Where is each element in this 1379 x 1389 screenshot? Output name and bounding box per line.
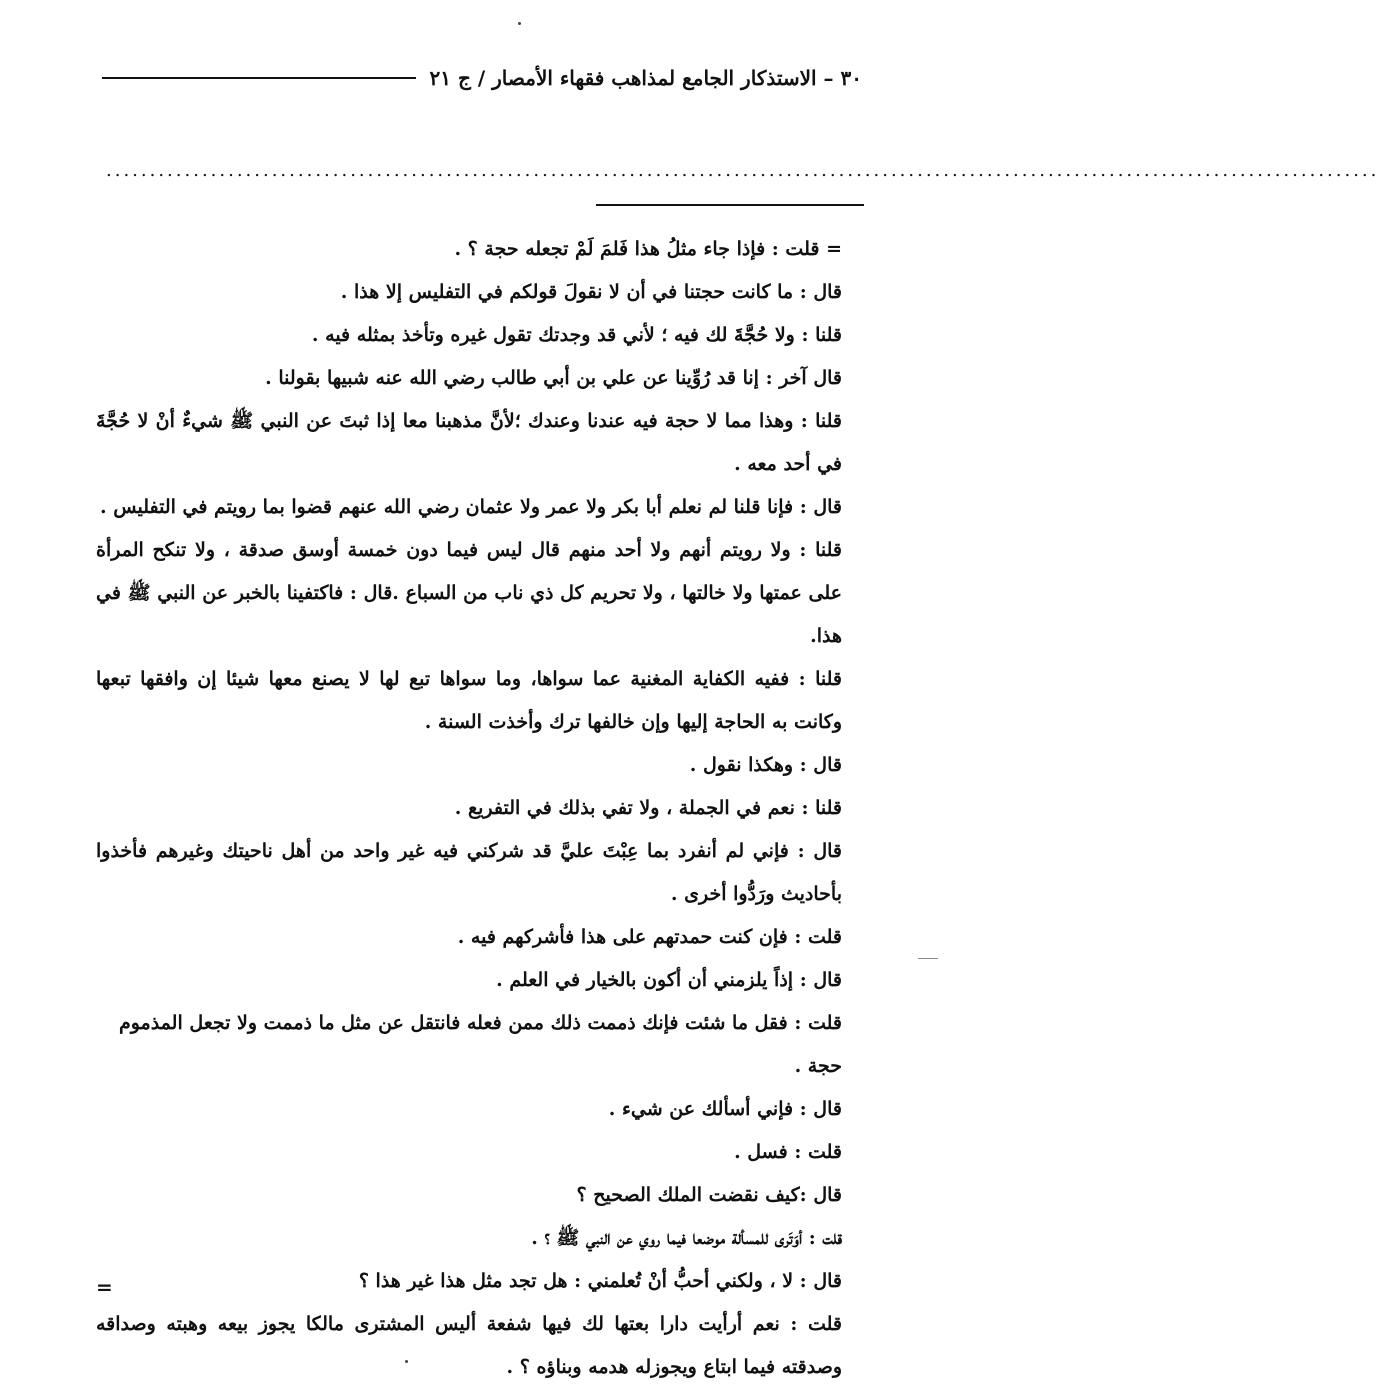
scan-speck (405, 1360, 408, 1363)
paragraph: قال : فإنا قلنا لم نعلم أبا بكر ولا عمر ولا عثمان رضي الله عنهم قضوا بما رويتم في التفليس . (100, 496, 842, 518)
scan-speck (518, 22, 521, 25)
paragraph: قلنا : نعم في الجملة ، ولا تفي بذلك في التفريع . (454, 797, 842, 819)
paragraph: قلنا : وهذا مما لا حجة فيه عندنا وعندك ؛لأنَّ مذهبنا معا إذا ثبتَ عن النبي ﷺ شيءٌ أنْ لا حُجَّةَ في أحد معه . (96, 410, 842, 475)
paragraph: قلت : نعم أرأيت دارا بعتها لك فيها شفعة أليس المشترى مالكا يجوز بيعه وهبته وصداقه وصدقته فيما ابتاع ويجوزله هدمه وبناؤه ؟ . (96, 1313, 842, 1378)
paragraph: قال : لا ، ولكني أحبُّ أنْ تُعلمني : هل تجد مثل هذا غير هذا ؟ (358, 1270, 842, 1292)
paragraph: قال : وهكذا نقول . (689, 754, 842, 776)
omission-dots: .................................................................................................................................................. (106, 160, 1379, 181)
paragraph: قال : فإني لم أنفرد بما عِبْتَ عليَّ قد شركني فيه غير واحد من أهل ناحيتك وغيرهم فأخذوا بأحاديث ورَدُّوا أخرى . (96, 840, 842, 905)
paragraph: قلنا : ولا رويتم أنهم ولا أحد منهم قال ليس فيما دون خمسة أوسق صدقة ، ولا تنكح المرأة على عمتها ولا خالتها ، ولا تحريم كل ذي ناب من السباع .قال : فاكتفينا بالخبر عن النبي ﷺ في هذا. (96, 539, 843, 647)
header-rule (102, 77, 416, 79)
continuation-mark: = (96, 1275, 113, 1299)
paragraph: قلت : أوَتَرى للمسألة موضعا فيما روي عن النبي ﷺ ؟ . (531, 1227, 842, 1249)
paragraph: قلت : فسل . (734, 1141, 842, 1163)
margin-mark (918, 958, 938, 959)
paragraph: قال آخر : إنا قد رُوِّينا عن علي بن أبي طالب رضي الله عنه شبيها بقولنا . (265, 367, 842, 389)
paragraph: = قلت : فإذا جاء مثلُ هذا فَلمَ لَمْ تجعله حجة ؟ . (454, 238, 842, 260)
paragraph: قلنا : ولا حُجَّةَ لك فيه ؛ لأني قد وجدتك تقول غيره وتأخذ بمثله فيه . (311, 324, 842, 346)
paragraph: قلت : فقل ما شئت فإنك ذممت ذلك ممن فعله فانتقل عن مثل ما ذممت ولا تجعل المذموم حجة . (118, 1012, 842, 1077)
body-text (96, 228, 842, 1389)
paragraph: قال : إذاً يلزمني أن أكون بالخيار في العلم . (496, 969, 842, 991)
paragraph: قلنا : ففيه الكفاية المغنية عما سواها، وما سواها تبع لها لا يصنع معها شيئا إن وافقها تبعها وكانت به الحاجة إليها وإن خالفها ترك وأخذت السنة . (96, 668, 843, 733)
paragraph: قال : فإني أسألك عن شيء . (608, 1098, 842, 1120)
running-header-title: ٣٠ – الاستذكار الجامع لمذاهب فقهاء الأمصار / ج ٢١ (429, 66, 862, 90)
paragraph: قال : ما كانت حجتنا في أن لا نقولَ قولكم في التفليس إلا هذا . (340, 281, 842, 303)
separator-rule (596, 204, 864, 206)
page-header (102, 58, 862, 98)
paragraph: قال :كيف نقضت الملك الصحيح ؟ (576, 1184, 842, 1206)
paragraph: قلت : فإن كنت حمدتهم على هذا فأشركهم فيه . (457, 926, 842, 948)
